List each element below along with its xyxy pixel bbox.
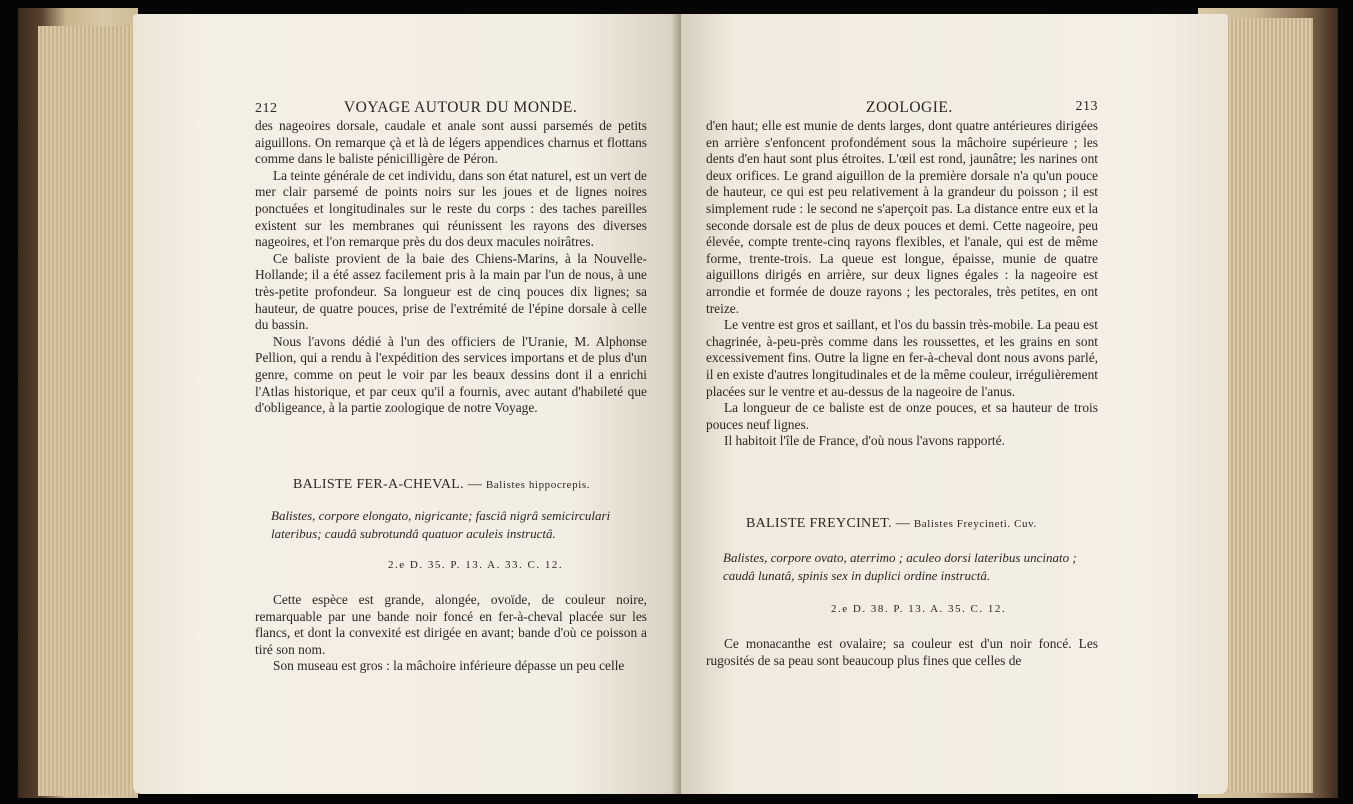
paragraph: La longueur de ce baliste est de onze pouces, et sa hauteur de trois pouces neuf lignes.	[706, 400, 1098, 432]
left-body-bottom	[255, 592, 647, 675]
section-latin-name: Balistes hippocrepis.	[485, 479, 591, 491]
section-title: BALISTE FER-A-CHEVAL. —	[293, 477, 486, 492]
paragraph: d'en haut; elle est munie de dents larges, dont quatre antérieures dirigées en arrière s'enfoncent profondément sous la mâchoire supérieure ; les dents d'en haut sont plus étroites. L'œil est rond, jaunâtre; les narines ont deux orifices. Le grand aiguillon de la première dorsale n'a qu'un pouce de hauteur, ce qui est peu relativement à la grandeur du poisson ; il est simplement rude : le second ne s'aperçoit pas. La distance entre eux et la seconde dorsale est de plus de deux pouces et demi. Cette nageoire, peu élevée, compte trente-cinq rayons flexibles, et l'anale, qui est de même forme, trente-trois. La queue est longue, épaisse, munie de quatre aiguillons dirigés en arrière, sur deux lignes égales : la nageoire est arrondie et formée de douze rayons ; les pectorales, très petites, en ont treize.	[706, 118, 1098, 316]
right-page-number: 213	[1075, 99, 1098, 114]
left-latin-description: Balistes, corpore elongato, nigricante; fasciâ nigrâ semicirculari lateribus; caudâ subrotundâ quatuor aculeis instructâ.	[271, 508, 611, 541]
paragraph: Cette espèce est grande, alongée, ovoïde, de couleur noire, remarquable par une bande noir foncé en fer-à-cheval placée sur les flancs, et dont la convexité est dirigée en avant; bande d'où ce poisson a tiré son nom.	[255, 592, 647, 657]
left-page-number: 212	[255, 101, 278, 116]
paragraph: Ce baliste provient de la baie des Chiens-Marins, à la Nouvelle-Hollande; il a été assez facilement pris à la main par l'un de nous, à une très-petite profondeur. Sa longueur est de cinq pouces dix lignes; sa hauteur, de quatre pouces, prise de l'extrémité de l'épine dorsale à celle du bassin.	[255, 250, 647, 333]
page-edges-right	[1213, 18, 1313, 793]
paragraph: des nageoires dorsale, caudale et anale sont aussi parsemés de petits aiguillons. On remarque çà et là de légers appendices charnus et flottans comme dans le baliste pénicilligère de Péron.	[255, 118, 647, 167]
paragraph: Ce monacanthe est ovalaire; sa couleur est d'un noir foncé. Les rugosités de sa peau sont beaucoup plus fines que celles de	[706, 636, 1098, 668]
left-running-title: VOYAGE AUTOUR DU MONDE.	[343, 99, 578, 116]
paragraph: Nous l'avons dédié à l'un des officiers de l'Uranie, M. Alphonse Pellion, qui a rendu à l'expédition des services importans et de plus d'un genre, comme on peut le voir par les beaux dessins dont il a enrichi l'Atlas historique, et par ceux qu'il a fournis, avec autant d'habileté que d'obligeance, à la partie zoologique de notre Voyage.	[255, 333, 647, 416]
paragraph: Il habitoit l'île de France, d'où nous l'avons rapporté.	[724, 433, 1005, 449]
right-running-title: ZOOLOGIE.	[866, 99, 953, 116]
open-book	[18, 8, 1338, 798]
right-running-head	[706, 99, 1098, 117]
paragraph: La teinte générale de cet individu, dans son état naturel, est un vert de mer clair parsemé de points noirs sur les joues et de lignes noires ponctuées et longitudinales sur le reste du corps : des taches pareilles existent sur les membranes qui réunissent les rayons des diverses nageoires, et l'on remarque près du dos deux macules noirâtres.	[255, 167, 647, 250]
left-section-heading	[293, 477, 590, 493]
right-fin-formula: 2.e D. 38. P. 13. A. 35. C. 12.	[831, 603, 1007, 615]
right-latin-description: Balistes, corpore ovato, aterrimo ; aculeo dorsi lateribus uncinato ; caudâ lunatâ, spinis sex in duplici ordine instructâ.	[723, 550, 1077, 583]
left-running-head	[255, 99, 585, 117]
paragraph: Le ventre est gros et saillant, et l'os du bassin très-mobile. La peau est chagrinée, à-peu-près comme dans les roussettes, et les grains en sont excessivement fins. Outre la ligne en fer-à-cheval dont nous avons parlé, il en existe d'autres longitudinales et de la même couleur, irrégulièrement placées sur le ventre et au-dessus de la nageoire de l'anus.	[706, 317, 1098, 399]
right-body-bottom	[706, 636, 1098, 669]
section-latin-name: Balistes Freycineti. Cuv.	[913, 518, 1037, 530]
right-section-heading	[746, 516, 1037, 532]
left-page	[133, 14, 681, 794]
left-body-top	[255, 118, 647, 417]
paragraph: Son museau est gros : la mâchoire inférieure dépasse un peu celle	[273, 658, 625, 674]
right-body-top	[706, 118, 1098, 450]
right-page	[681, 14, 1228, 794]
left-fin-formula: 2.e D. 35. P. 13. A. 33. C. 12.	[388, 559, 564, 571]
section-title: BALISTE FREYCINET. —	[746, 516, 914, 531]
page-edges-left	[38, 26, 138, 796]
